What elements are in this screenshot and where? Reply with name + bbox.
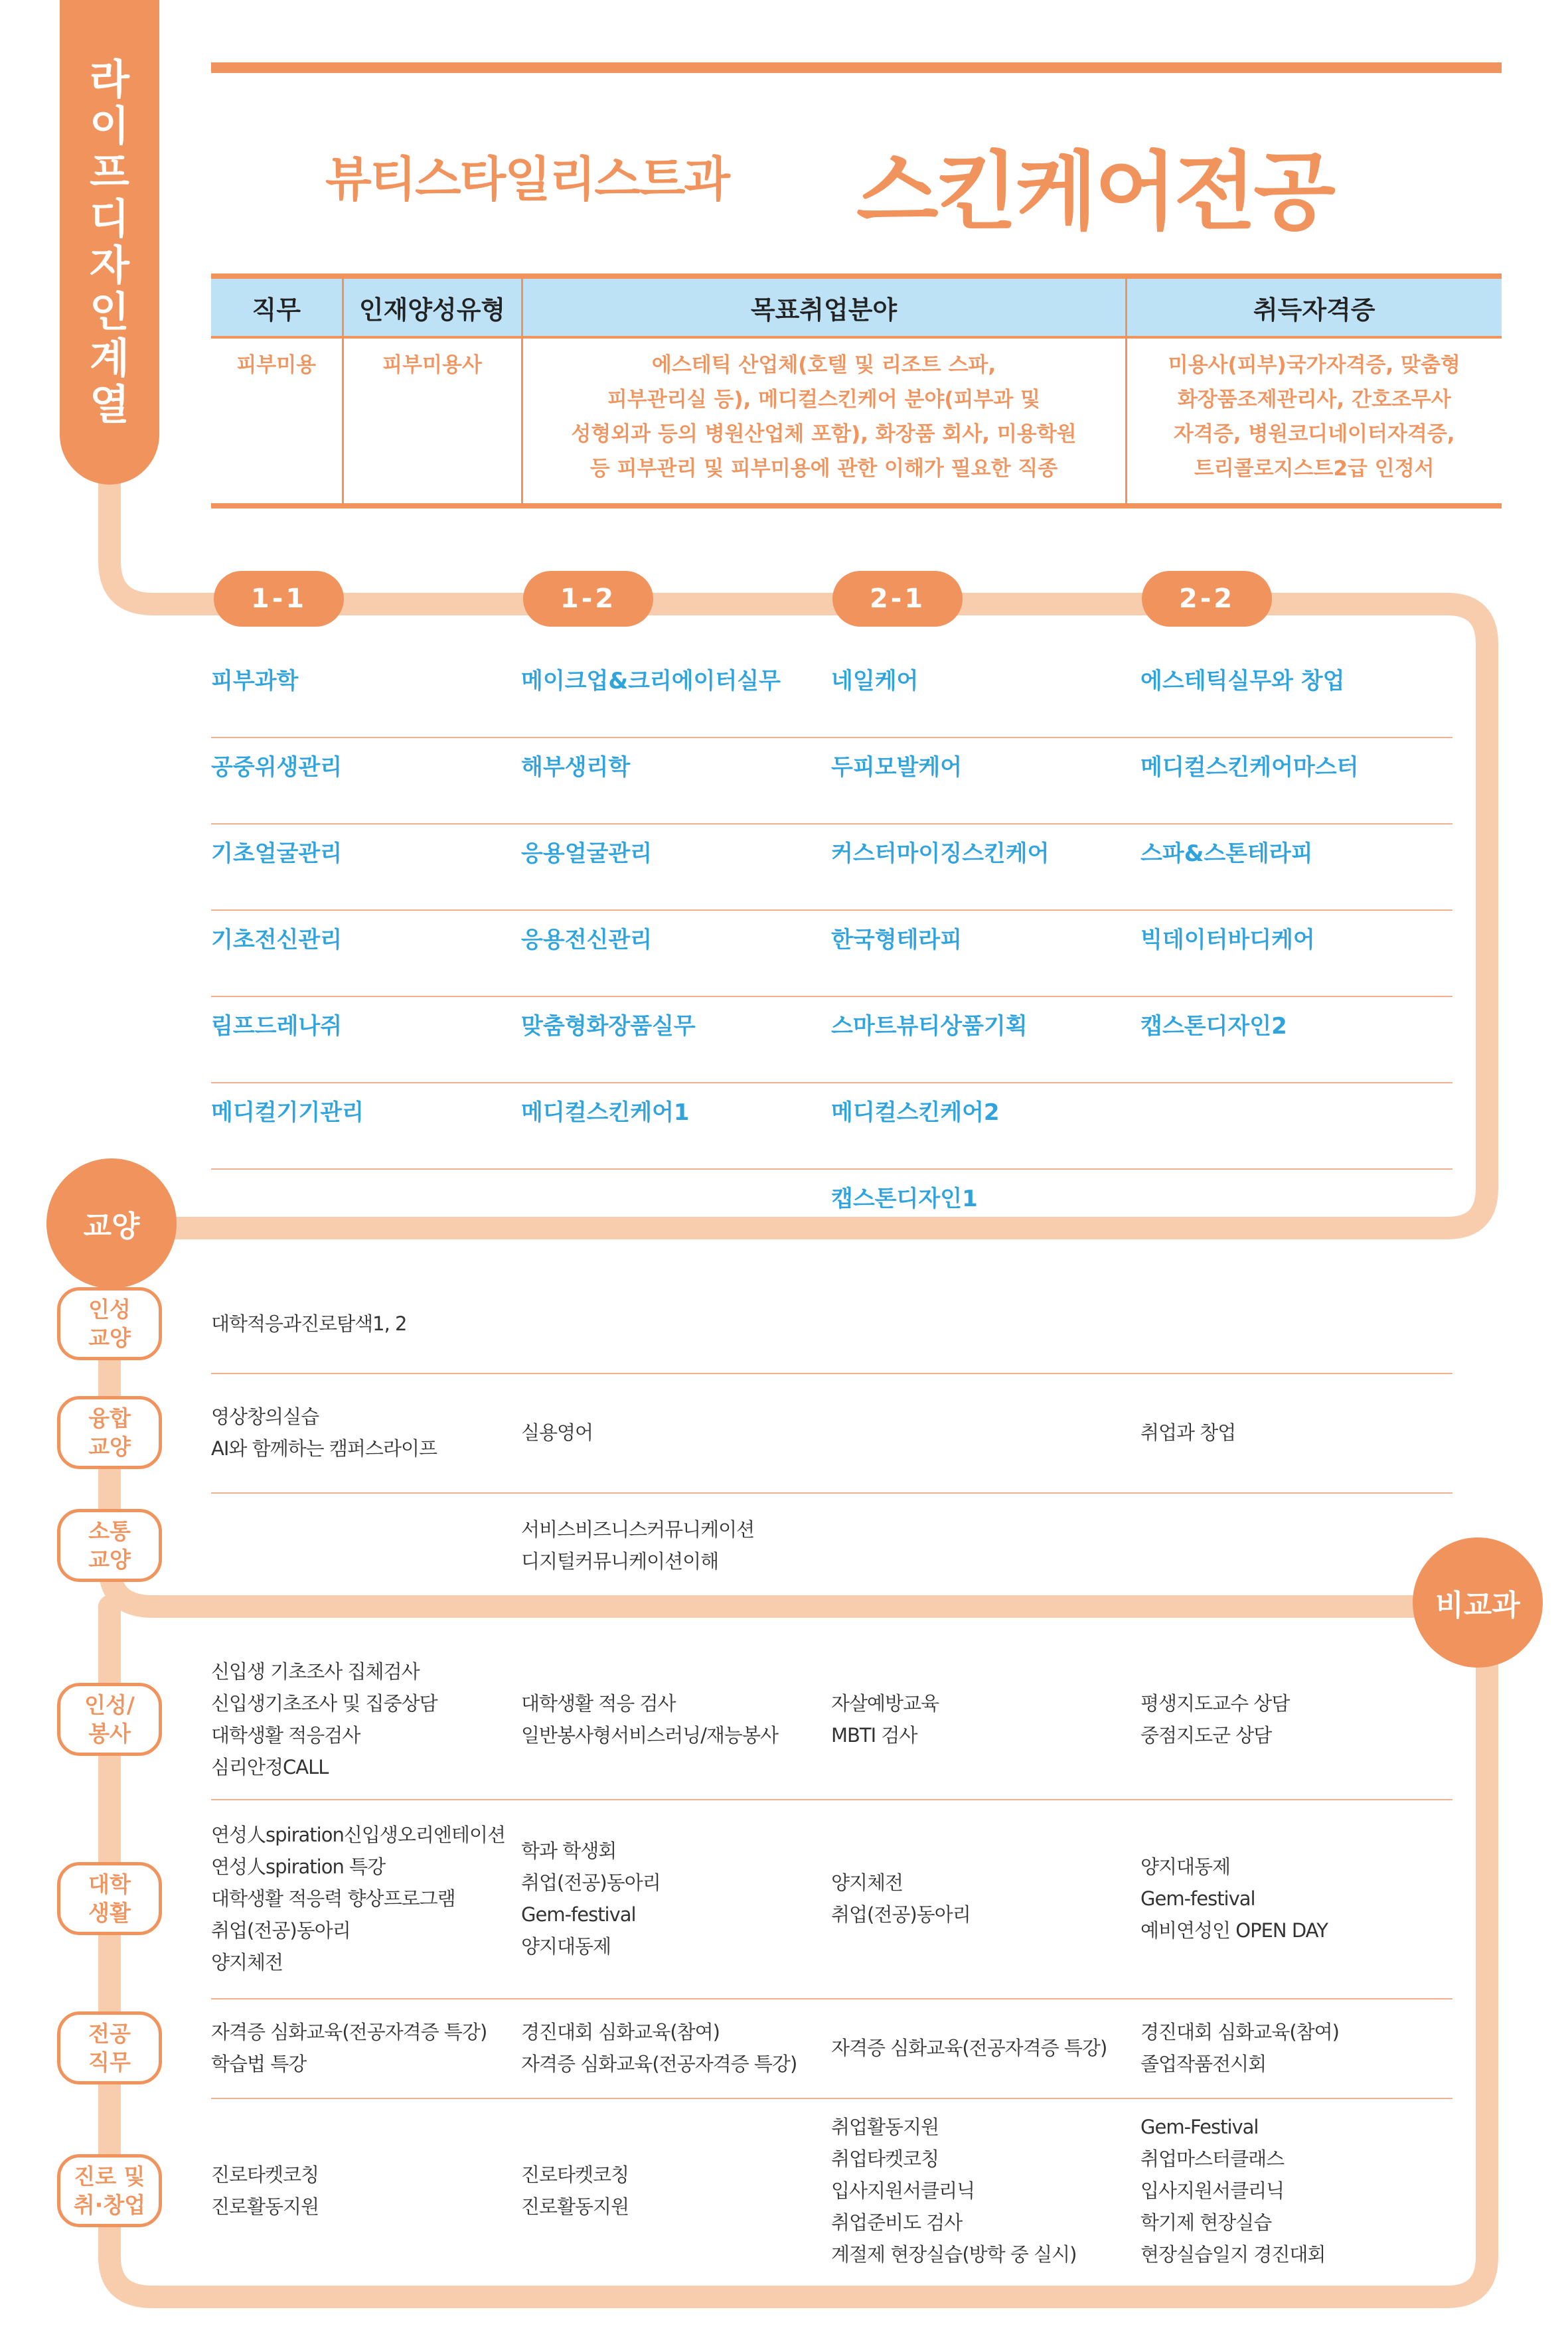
course-item: 커스터마이징스킨케어 [831,840,1050,867]
extra-curricular-category-label: 인성/ 봉사 [57,1683,162,1756]
extra-curricular-cell: 학과 학생회 취업(전공)동아리 Gem-festival 양지대동제 [521,1840,661,1958]
general-ed-cell: 영상창의실습 AI와 함께하는 캠퍼스라이프 [211,1405,437,1460]
course-item: 한국형테라피 [831,927,963,953]
general-ed-row-divider [211,1492,1452,1494]
department-title: 뷰티스타일리스트과 [325,151,729,207]
course-item: 메디컬스킨케어마스터 [1140,754,1359,781]
course-item: 기초얼굴관리 [211,840,343,867]
cell-talent-type: 피부미용사 [343,337,522,506]
extra-curricular-cell: 자살예방교육 MBTI 검사 [831,1692,939,1747]
course-item: 스파&스톤테라피 [1140,840,1313,867]
course-row-divider [211,909,1452,911]
extra-curricular-cell: 경진대회 심화교육(참여) 자격증 심화교육(전공자격증 특강) [521,2021,797,2075]
general-ed-cell: 취업과 창업 [1140,1421,1236,1444]
course-item: 에스테틱실무와 창업 [1140,668,1345,694]
course-item: 응용전신관리 [521,927,653,953]
course-item: 기초전신관리 [211,927,343,953]
course-item: 두피모발케어 [831,754,963,781]
general-ed-circle: 교양 [46,1158,177,1289]
extra-curricular-cell: 대학생활 적응 검사 일반봉사형서비스러닝/재능봉사 [521,1692,778,1747]
side-tab [60,0,159,485]
semester-pill-1-2: 1-2 [523,571,653,627]
course-row-divider [211,823,1452,824]
header-certificates: 취득자격증 [1126,276,1502,337]
extra-curricular-circle: 비교과 [1413,1537,1543,1668]
extra-curricular-cell: 진로타켓코칭 진로활동지원 [211,2163,319,2218]
cell-target-field: 에스테틱 산업체(호텔 및 리조트 스파, 피부관리실 등), 메디컬스킨케어 분야(피부과 및 성형외과 등의 병원산업체 포함), 화장품 회사, 미용학원 등 피부관리 및 피부미용에 관한 이해가 필요한 직종 [522,337,1126,506]
course-item: 네일케어 [831,668,919,694]
header-job: 직무 [211,276,343,337]
course-item: 응용얼굴관리 [521,840,653,867]
extra-curricular-cell: 취업활동지원 취업타켓코칭 입사지원서클리닉 취업준비도 검사 계절제 현장실습(방학 중 실시) [831,2116,1077,2266]
general-ed-row-divider [211,1373,1452,1374]
extra-curricular-category-label: 전공 직무 [57,2011,162,2084]
course-row-divider [211,737,1452,738]
extra-curricular-category-label: 대학 생활 [57,1862,162,1935]
header-rule [211,62,1502,73]
header-talent-type: 인재양성유형 [343,276,522,337]
course-item: 메디컬스킨케어2 [831,1099,1000,1126]
course-row-divider [211,996,1452,997]
course-item: 스마트뷰티상품기획 [831,1013,1028,1040]
course-item: 공중위생관리 [211,754,343,781]
info-table [211,274,1502,509]
extra-curricular-cell: 신입생 기초조사 집체검사 신입생기초조사 및 집중상담 대학생활 적응검사 심리안정CALL [211,1660,437,1778]
general-ed-category-label: 소통 교양 [57,1509,162,1582]
course-item: 해부생리학 [521,754,631,781]
course-item: 캡스톤디자인2 [1140,1013,1287,1040]
general-ed-cell: 대학적응과진로탐색1, 2 [211,1312,407,1335]
extra-curricular-cell: 양지체전 취업(전공)동아리 [831,1871,971,1926]
extra-curricular-cell: 자격증 심화교육(전공자격증 특강) [831,2037,1107,2059]
semester-pill-2-1: 2-1 [832,571,963,627]
extra-curricular-cell: 자격증 심화교육(전공자격증 특강) 학습법 특강 [211,2021,487,2075]
extra-curricular-cell: 평생지도교수 상담 중점지도군 상담 [1140,1692,1290,1747]
course-item: 캡스톤디자인1 [831,1186,978,1212]
extra-curricular-cell: 양지대동제 Gem-festival 예비연성인 OPEN DAY [1140,1855,1328,1942]
course-row-divider [211,1168,1452,1170]
course-item: 메이크업&크리에이터실무 [521,668,781,694]
course-item: 메디컬기기관리 [211,1099,364,1126]
course-item: 피부과학 [211,668,299,694]
header-target-field: 목표취업분야 [522,276,1126,337]
extra-curricular-cell: 경진대회 심화교육(참여) 졸업작품전시회 [1140,2021,1339,2075]
cell-certificates: 미용사(피부)국가자격증, 맞춤형 화장품조제관리사, 간호조무사 자격증, 병원코디네이터자격증, 트리콜로지스트2급 인정서 [1126,337,1502,506]
course-row-divider [211,1082,1452,1083]
general-ed-category-label: 인성 교양 [57,1287,162,1360]
semester-pill-2-2: 2-2 [1142,571,1272,627]
extra-curricular-row-divider [211,1799,1452,1800]
general-ed-cell: 서비스비즈니스커뮤니케이션 디지털커뮤니케이션이해 [521,1518,755,1573]
general-ed-category-label: 융합 교양 [57,1396,162,1469]
course-item: 빅데이터바디케어 [1140,927,1315,953]
cell-job: 피부미용 [211,337,343,506]
semester-pill-1-1: 1-1 [214,571,344,627]
extra-curricular-cell: 연성人spiration신입생오리엔테이션 연성人spiration 특강 대학생활 적응력 향상프로그램 취업(전공)동아리 양지체전 [211,1824,505,1974]
course-item: 맞춤형화장품실무 [521,1013,696,1040]
extra-curricular-category-label: 진로 및 취·창업 [57,2154,162,2227]
course-item: 메디컬스킨케어1 [521,1099,690,1126]
extra-curricular-row-divider [211,2098,1452,2099]
side-tab-label: 라이프디자인계열 [90,55,129,429]
extra-curricular-cell: 진로타켓코칭 진로활동지원 [521,2163,629,2218]
major-title: 스킨케어전공 [856,143,1333,242]
extra-curricular-row-divider [211,1998,1452,1999]
course-item: 림프드레나쥐 [211,1013,343,1040]
extra-curricular-cell: Gem-Festival 취업마스터클래스 입사지원서클리닉 학기제 현장실습 현장실습일지 경진대회 [1140,2116,1326,2266]
general-ed-cell: 실용영어 [521,1421,593,1444]
